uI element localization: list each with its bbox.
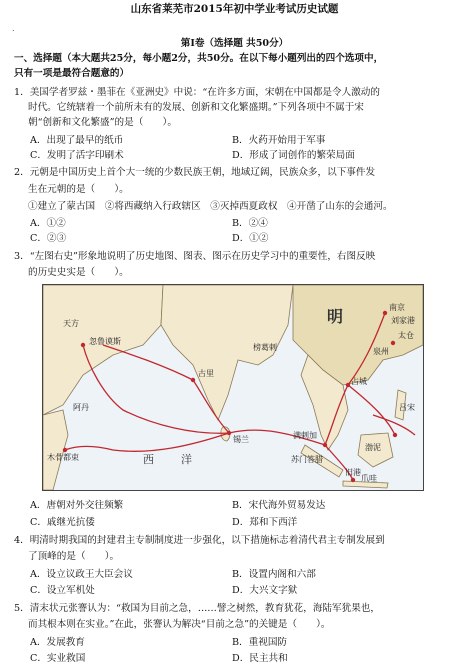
map-label-java: 爪哇 bbox=[361, 474, 377, 483]
q1-stem-line-3: 朝“创新和文化繁盛”的是（ ）。 bbox=[28, 117, 177, 128]
page-mark: . bbox=[12, 24, 15, 33]
map-label-malacca: 满剌加 bbox=[293, 431, 317, 440]
map-label-nanjing: 南京 bbox=[389, 303, 405, 312]
q1-option-d: D．形成了词创作的繁荣局面 bbox=[232, 150, 355, 161]
part-title: 第Ⅰ卷（选择题 共50分） bbox=[180, 38, 289, 49]
instructions-line-2: 只有一项是最符合题意的） bbox=[14, 68, 130, 79]
q5-option-a: A．发展教育 bbox=[30, 637, 85, 648]
q3-option-a: A．唐朝对外交往频繁 bbox=[30, 500, 124, 511]
q3-option-c: C．戚继光抗倭 bbox=[30, 517, 95, 528]
map-label-calicut: 古里 bbox=[198, 369, 214, 378]
map-label-quanzhou: 泉州 bbox=[373, 347, 389, 356]
q2-stem-line-1: 2．元朝是中国历史上首个大一统的少数民族王朝，地域辽阔，民族众多，以下事件发 bbox=[14, 167, 376, 178]
q1-option-b: B．火药开始用于军事 bbox=[232, 135, 326, 146]
map-label-liujiagang: 刘家港 bbox=[391, 316, 415, 325]
q1-stem-line-1: 1．美国学者罗兹・墨菲在《亚洲史》中说：“在许多方面，宋朝在中国都是令人激动的 bbox=[14, 87, 380, 98]
q4-option-a: A．设立议政王大臣会议 bbox=[30, 569, 133, 580]
q1-option-a: A．出现了最早的纸币 bbox=[30, 135, 124, 146]
q5-stem-line-1: 5．清末状元张謇认为：“救国为目前之急，……譬之树然，教育犹花，海陆军犹果也， bbox=[14, 603, 380, 614]
map-label-zhancheng: 占城 bbox=[351, 377, 367, 386]
map-graphic bbox=[43, 285, 423, 490]
q2-stem-line-2: 生在元朝的是（ ）。 bbox=[28, 184, 129, 195]
zheng-he-voyage-map bbox=[42, 284, 424, 491]
q2-option-b: B．②④ bbox=[232, 218, 268, 229]
q4-stem-line-2: 了顶峰的是（ ）。 bbox=[28, 551, 120, 562]
q4-option-d: D．大兴文字狱 bbox=[232, 585, 298, 596]
q4-stem-line-1: 4．明清时期我国的封建君主专制制度进一步强化，以下措施标志着清代君主专制发展到 bbox=[14, 535, 385, 546]
map-label-taicang: 太仓 bbox=[398, 331, 414, 340]
map-label-ceylon: 锡兰 bbox=[233, 435, 249, 444]
q5-option-d: D．民主共和 bbox=[232, 653, 288, 664]
q4-option-c: C．设立军机处 bbox=[30, 585, 95, 596]
map-label-brunei: 渤泥 bbox=[365, 443, 381, 452]
map-label-jiuzhou: 旧港 bbox=[345, 468, 361, 477]
q4-option-b: B．设置内阁和六部 bbox=[232, 569, 316, 580]
map-label-sumatra: 苏门答腊 bbox=[291, 455, 323, 464]
q5-option-c: C．实业救国 bbox=[30, 653, 86, 664]
q2-events: ①建立了蒙古国 ②将西藏纳入行政辖区 ③灭掉西夏政权 ④开凿了山东的会通河。 bbox=[28, 201, 393, 212]
exam-title: 山东省莱芜市2015年初中学业考试历史试题 bbox=[130, 3, 339, 15]
q3-option-d: D．郑和下西洋 bbox=[232, 517, 298, 528]
instructions-line-1: 一、选择题（本大题共25分，每小题2分，共50分。在以下每小题列出的四个选项中， bbox=[14, 53, 384, 64]
q5-option-b: B．重视国防 bbox=[232, 637, 288, 648]
map-label-hormuz: 忽鲁谟斯 bbox=[89, 337, 121, 346]
map-label-west-sea: 西 洋 bbox=[143, 453, 200, 466]
map-label-ming: 明 bbox=[327, 307, 344, 326]
q2-option-d: D．①② bbox=[232, 233, 269, 244]
q1-stem-line-2: 时代。它统辖着一个前所未有的发展、创新和文化繁盛期。”下列各项中不属于宋 bbox=[28, 102, 364, 113]
map-label-bangladesh: 榜葛剌 bbox=[253, 343, 277, 352]
arabia-land bbox=[43, 285, 163, 415]
map-label-luzon: 吕宋 bbox=[399, 403, 415, 412]
q3-option-b: B．宋代海外贸易发达 bbox=[232, 500, 326, 511]
q2-option-a: A．①② bbox=[30, 218, 66, 229]
q2-option-c: C．②③ bbox=[30, 233, 67, 244]
q3-stem-line-1: 3．“左图右史”形象地说明了历史地图、图表、图示在历史学习中的重要性，右图反映 bbox=[14, 251, 376, 262]
map-label-aden: 阿丹 bbox=[73, 403, 89, 412]
map-label-mecca: 天方 bbox=[63, 319, 79, 328]
q3-stem-line-2: 的历史史实是（ ）。 bbox=[28, 267, 129, 278]
q1-option-c: C．发明了活字印刷术 bbox=[30, 150, 124, 161]
q5-stem-line-2: 而其根本则在实业。”在此，张謇认为解决“目前之急”的关键是（ ）。 bbox=[28, 619, 331, 630]
map-label-mogadishu: 木骨都束 bbox=[47, 453, 79, 462]
